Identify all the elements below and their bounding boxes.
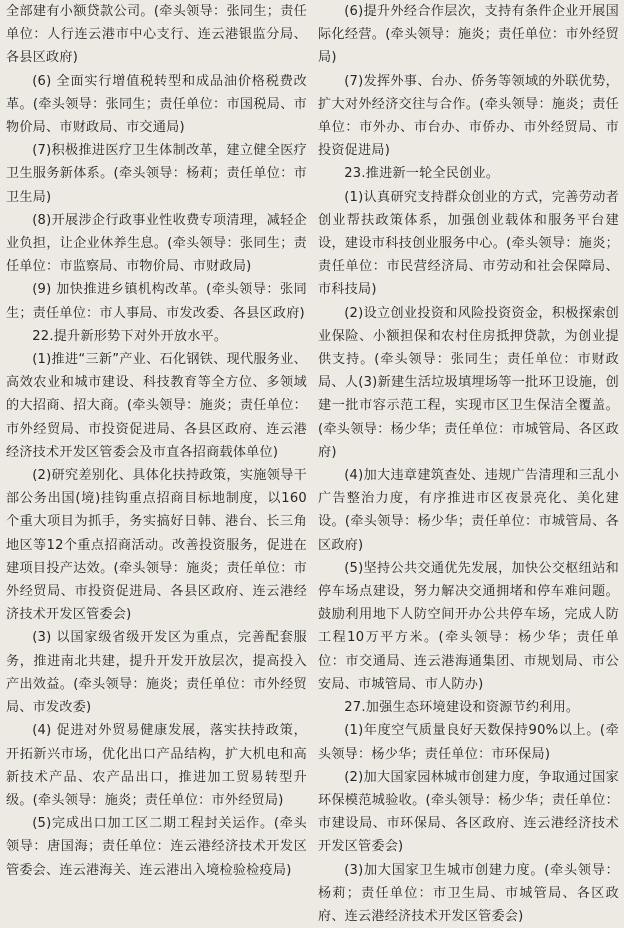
paragraph-item-4: (4) 促进对外贸易健康发展，落实扶持政策，开拓新兴市场，优化出口产品结构，扩大机电和高新技术产品、农产品出口，推进加工贸易转型升级。(牵头领导：施炎；责任单位：市外经贸局) — [6, 723, 307, 808]
paragraph-item-9: (9) 加快推进乡镇机构改革。(牵头领导：张同生；责任单位：市人事局、市发改委、各县区政府) — [6, 282, 307, 321]
paragraph-item-6: (6)提升外经合作层次，支持有条件企业开展国际化经营。(牵头领导：施炎；责任单位：市外经贸局) — [318, 4, 619, 66]
paragraph-item-5: (5)坚持公共交通优先发展，加快公交枢纽站和停车场点建设，努力解决交通拥堵和停车难问题。鼓励利用地下人防空间开办公共停车场，完成人防工程10万平方米。(牵头领导：杨少华；责任单位：市交通局、连云港海通集团、市规划局、市公安局、市城管局、市人防办) — [318, 560, 619, 692]
section-heading-27: 27.加强生态环境建设和资源节约利用。 — [344, 700, 580, 716]
paragraph-item-7: (7)积极推进医疗卫生体制改革，建立健全医疗卫生服务新体系。(牵头领导：杨莉；责任单位：市卫生局) — [6, 143, 307, 205]
paragraph-item-1: (1)认真研究支持群众创业的方式，完善劳动者创业帮扶政策体系，加强创业载体和服务平台建设，建设市科技创业服务中心。(牵头领导：施炎；责任单位：市民营经济局、市劳动和社会保障局、市科技局) — [318, 189, 619, 298]
paragraph-item-1: (1)年度空气质量良好天数保持90%以上。(牵头领导：杨少华；责任单位：市环保局) — [318, 723, 619, 762]
paragraph-item-2: (2)研究差别化、具体化扶持政策，实施领导干部公务出国(境)挂钩重点招商目标地制度，以160个重大项目为抓手，务实搞好日韩、港台、长三角地区等12个重点招商活动。改善投资服务，促进在建项目投产达效。(牵头领导：施炎；责任单位：市外经贸局、市投资促进局、各县区政府、连云港经济技术开发区管委会) — [6, 468, 307, 623]
paragraph-item-4: (4)加大违章建筑查处、违规广告清理和三乱小广告整治力度，有序推进市区夜景亮化、美化建设。(牵头领导：杨少华；责任单位：市城管局、各区政府) — [318, 468, 619, 553]
paragraph-item-1: (1)推进“三新”产业、石化钢铁、现代服务业、高效农业和城市建设、科技教育等全方位、多领域的大招商、招大商。(牵头领导：施炎；责任单位：市外经贸局、市投资促进局、各县区政府、连云港经济技术开发区管委会及市直各招商载体单位) — [6, 352, 307, 460]
paragraph-item-3: (3)加大国家卫生城市创建力度。(牵头领导：杨莉；责任单位：市卫生局、市城管局、各区政府、连云港经济技术开发区管委会) — [318, 862, 619, 924]
paragraph-item-2-3: (2)设立创业投资和风险投资资金，积极探索创业保险、小额担保和农村住房抵押贷款，为创业提供支持。(牵头领导：张同生；责任单位：市财政局、人(3)新建生活垃圾填埋场等一批环卫设施，创建一批市容示范工程，实现市区卫生保洁全覆盖。(牵头领导：杨少华；责任单位：市城管局、各区政府) — [318, 305, 619, 460]
paragraph-continuation: 全部建有小额贷款公司。(牵头领导：张同生；责任单位：人行连云港市中心支行、连云港银监分局、各县区政府) — [6, 4, 307, 66]
paragraph-item-8: (8)开展涉企行政事业性收费专项清理，减轻企业负担，让企业休养生息。(牵头领导：张同生；责任单位：市监察局、市物价局、市财政局) — [6, 212, 307, 275]
section-heading-22: 22.提升新形势下对外开放水平。 — [32, 328, 228, 344]
paragraph-item-5: (5)完成出口加工区二期工程封关运作。(牵头领导：唐国海；责任单位：连云港经济技术开发区管委会、连云港海关、连云港出入境检验检疫局) — [6, 816, 307, 878]
left-column — [6, 0, 307, 878]
paragraph-item-7: (7)发挥外事、台办、侨务等领域的外联优势，扩大对外经济交往与合作。(牵头领导：施炎；责任单位：市外办、市台办、市侨办、市外经贸局、市投资促进局) — [318, 73, 619, 159]
section-heading-23: 23.推进新一轮全民创业。 — [344, 166, 500, 182]
right-column — [318, 0, 619, 924]
paragraph-item-3: (3) 以国家级省级开发区为重点，完善配套服务，推进南北共建，提升开发开放层次，提高投入产出效益。(牵头领导：施炎；责任单位：市外经贸局、市发改委) — [6, 630, 307, 716]
paragraph-item-6: (6) 全面实行增值税转型和成品油价格税费改革。(牵头领导：张同生；责任单位：市国税局、市物价局、市财政局、市交通局) — [6, 73, 307, 136]
paragraph-item-2: (2)加大国家园林城市创建力度，争取通过国家环保模范城验收。(牵头领导：杨少华；责任单位：市建设局、市环保局、各区政府、连云港经济技术开发区管委会) — [318, 769, 619, 855]
